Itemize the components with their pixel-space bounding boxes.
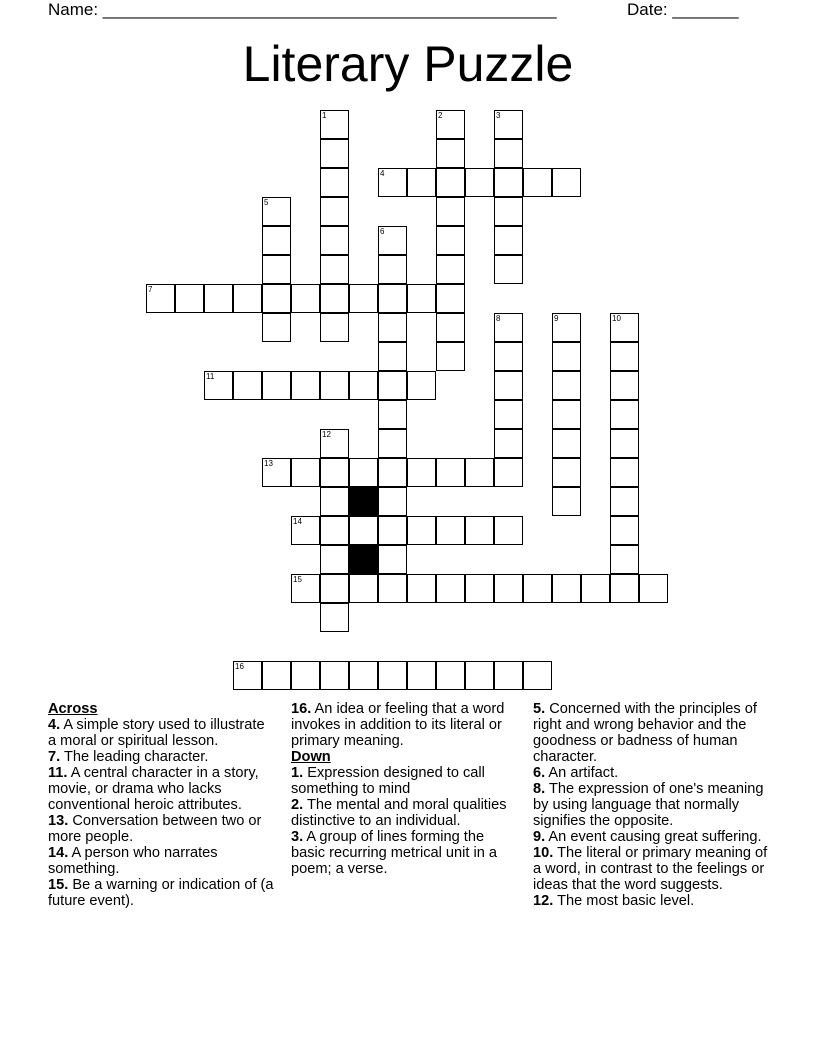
clues-column-2	[291, 701, 521, 877]
grid-cell[interactable]	[378, 342, 407, 371]
grid-cell[interactable]	[262, 226, 291, 255]
grid-cell[interactable]	[378, 168, 407, 197]
clue-text: Concerned with the principles of right and wrong behavior and the goodness or badness of human character.	[533, 701, 757, 765]
clue-across-7	[48, 749, 276, 765]
grid-cell[interactable]	[378, 255, 407, 284]
grid-cell[interactable]	[320, 226, 349, 255]
grid-cell[interactable]	[204, 371, 233, 400]
grid-cell[interactable]	[494, 226, 523, 255]
grid-cell[interactable]	[407, 284, 436, 313]
grid-cell[interactable]	[378, 458, 407, 487]
grid-cell[interactable]	[378, 371, 407, 400]
clue-number: 6.	[533, 765, 546, 781]
cell-number: 2	[438, 111, 443, 120]
clue-text: An idea or feeling that a word invokes in addition to its literal or primary meaning.	[291, 701, 505, 749]
clue-text: Expression designed to call something to mind	[291, 765, 485, 797]
date-field[interactable]: Date: _______	[627, 0, 739, 19]
grid-cell[interactable]	[610, 545, 639, 574]
clue-down-10	[533, 845, 773, 893]
grid-cell[interactable]	[610, 574, 639, 603]
clue-down-1	[291, 765, 521, 797]
grid-cell[interactable]	[436, 458, 465, 487]
grid-cell[interactable]	[320, 458, 349, 487]
clue-across-13	[48, 813, 276, 845]
grid-cell[interactable]	[349, 371, 378, 400]
grid-cell[interactable]	[552, 342, 581, 371]
grid-cell[interactable]	[465, 661, 494, 690]
clue-number: 12.	[533, 893, 554, 909]
grid-cell[interactable]	[552, 168, 581, 197]
clue-number: 11.	[48, 765, 68, 781]
clue-text: An artifact.	[545, 765, 619, 781]
grid-cell[interactable]	[523, 661, 552, 690]
name-field[interactable]: Name: ________________________________________________	[48, 0, 557, 19]
grid-cell[interactable]	[291, 458, 320, 487]
grid-cell[interactable]	[494, 661, 523, 690]
clue-text: An event causing great suffering.	[545, 829, 762, 845]
grid-cell[interactable]	[320, 313, 349, 342]
grid-cell[interactable]	[552, 487, 581, 516]
cell-number: 10	[612, 314, 621, 323]
grid-cell[interactable]	[233, 371, 262, 400]
cell-number: 9	[554, 314, 559, 323]
clue-across-16	[291, 701, 521, 749]
grid-cell[interactable]	[291, 574, 320, 603]
clue-number: 7.	[48, 749, 61, 765]
clue-number: 16.	[291, 701, 312, 717]
grid-cell[interactable]	[320, 603, 349, 632]
grid-cell[interactable]	[436, 197, 465, 226]
grid-cell[interactable]	[233, 661, 262, 690]
grid-cell[interactable]	[436, 342, 465, 371]
grid-cell[interactable]	[494, 371, 523, 400]
grid-cell[interactable]	[204, 284, 233, 313]
clue-down-12	[533, 893, 773, 909]
clue-number: 4.	[48, 717, 61, 733]
cell-number: 15	[293, 575, 302, 584]
grid-cell[interactable]	[610, 371, 639, 400]
grid-cell[interactable]	[349, 284, 378, 313]
grid-cell[interactable]	[610, 487, 639, 516]
clue-text: A group of lines forming the basic recurring metrical unit in a poem; a verse.	[291, 829, 498, 877]
grid-cell[interactable]	[465, 458, 494, 487]
grid-cell[interactable]	[552, 574, 581, 603]
grid-cell[interactable]	[610, 400, 639, 429]
grid-cell[interactable]	[291, 371, 320, 400]
grid-cell[interactable]	[436, 168, 465, 197]
grid-cell[interactable]	[262, 371, 291, 400]
grid-cell[interactable]	[407, 661, 436, 690]
grid-cell[interactable]	[320, 574, 349, 603]
grid-cell[interactable]	[523, 574, 552, 603]
clue-across-4	[48, 717, 276, 749]
grid-cell[interactable]	[146, 284, 175, 313]
clue-number: 5.	[533, 701, 546, 717]
clue-number: 14.	[48, 845, 69, 861]
grid-cell[interactable]	[407, 516, 436, 545]
grid-cell[interactable]	[436, 226, 465, 255]
clue-text: The mental and moral qualities distinctive to an individual.	[291, 797, 507, 829]
grid-cell[interactable]	[320, 255, 349, 284]
grid-cell[interactable]	[494, 168, 523, 197]
grid-cell[interactable]	[407, 574, 436, 603]
clue-number: 9.	[533, 829, 546, 845]
clue-number: 1.	[291, 765, 304, 781]
grid-cell[interactable]	[494, 400, 523, 429]
grid-cell[interactable]	[262, 661, 291, 690]
grid-cell[interactable]	[552, 458, 581, 487]
grid-cell[interactable]	[349, 516, 378, 545]
clue-across-11	[48, 765, 276, 813]
grid-cell[interactable]	[320, 429, 349, 458]
grid-cell[interactable]	[378, 516, 407, 545]
grid-cell[interactable]	[262, 284, 291, 313]
grid-cell[interactable]	[494, 516, 523, 545]
grid-cell[interactable]	[610, 313, 639, 342]
clue-text: A central character in a story, movie, or drama who lacks conventional heroic attributes.	[48, 765, 259, 813]
cell-number: 12	[322, 430, 331, 439]
grid-cell[interactable]	[320, 197, 349, 226]
clue-text: A person who narrates something.	[48, 845, 218, 877]
grid-cell[interactable]	[436, 574, 465, 603]
grid-cell[interactable]	[407, 168, 436, 197]
grid-cell[interactable]	[494, 197, 523, 226]
grid-cell[interactable]	[552, 313, 581, 342]
grid-cell[interactable]	[494, 342, 523, 371]
grid-cell[interactable]	[494, 110, 523, 139]
grid-cell[interactable]	[639, 574, 668, 603]
grid-cell[interactable]	[320, 284, 349, 313]
grid-cell[interactable]	[465, 516, 494, 545]
grid-cell[interactable]	[320, 487, 349, 516]
grid-cell[interactable]	[465, 574, 494, 603]
grid-cell[interactable]	[262, 255, 291, 284]
clue-down-2	[291, 797, 521, 829]
grid-cell[interactable]	[291, 284, 320, 313]
grid-cell[interactable]	[494, 255, 523, 284]
grid-cell[interactable]	[610, 516, 639, 545]
grid-cell[interactable]	[349, 458, 378, 487]
grid-cell[interactable]	[320, 139, 349, 168]
clue-number: 10.	[533, 845, 554, 861]
clue-text: The expression of one's meaning by using language that normally signifies the opposite.	[533, 781, 764, 829]
clue-down-6	[533, 765, 773, 781]
grid-cell[interactable]	[436, 284, 465, 313]
grid-cell[interactable]	[378, 429, 407, 458]
grid-cell[interactable]	[378, 487, 407, 516]
clue-number: 15.	[48, 877, 69, 893]
cell-number: 4	[380, 169, 385, 178]
grid-cell[interactable]	[378, 400, 407, 429]
cell-number: 13	[264, 459, 273, 468]
page-title: Literary Puzzle	[242, 36, 574, 92]
clues-column-1	[48, 701, 276, 909]
cell-number: 1	[322, 111, 327, 120]
grid-cell[interactable]	[494, 458, 523, 487]
clue-text: A simple story used to illustrate a moral or spiritual lesson.	[48, 717, 265, 749]
grid-cell[interactable]	[436, 516, 465, 545]
grid-cell[interactable]	[436, 255, 465, 284]
cell-number: 6	[380, 227, 385, 236]
grid-cell[interactable]	[436, 139, 465, 168]
grid-cell[interactable]	[320, 371, 349, 400]
grid-cell[interactable]	[523, 168, 552, 197]
grid-cell[interactable]	[378, 226, 407, 255]
cell-number: 16	[235, 662, 244, 671]
clue-across-14	[48, 845, 276, 877]
clue-number: 8.	[533, 781, 546, 797]
grid-cell[interactable]	[320, 168, 349, 197]
grid-cell[interactable]	[233, 284, 262, 313]
grid-cell[interactable]	[552, 371, 581, 400]
grid-cell[interactable]	[349, 574, 378, 603]
clue-number: 13.	[48, 813, 69, 829]
grid-cell[interactable]	[262, 313, 291, 342]
grid-cell[interactable]	[378, 574, 407, 603]
grid-cell[interactable]	[349, 661, 378, 690]
grid-cell[interactable]	[407, 371, 436, 400]
cell-number: 8	[496, 314, 501, 323]
grid-cell[interactable]	[407, 458, 436, 487]
cell-number: 5	[264, 198, 269, 207]
grid-cell[interactable]	[465, 168, 494, 197]
cell-number: 11	[206, 372, 215, 381]
black-cell	[349, 545, 378, 574]
clues-column-3	[533, 701, 773, 909]
clue-number: 2.	[291, 797, 304, 813]
black-cell	[349, 487, 378, 516]
grid-cell[interactable]	[320, 110, 349, 139]
grid-cell[interactable]	[378, 545, 407, 574]
grid-cell[interactable]	[378, 661, 407, 690]
grid-cell[interactable]	[175, 284, 204, 313]
clue-text: The most basic level.	[553, 893, 695, 909]
clue-down-9	[533, 829, 773, 845]
grid-cell[interactable]	[494, 139, 523, 168]
grid-cell[interactable]	[494, 574, 523, 603]
clue-down-3	[291, 829, 521, 877]
across-heading: Across	[48, 701, 98, 717]
grid-cell[interactable]	[291, 516, 320, 545]
grid-cell[interactable]	[436, 661, 465, 690]
grid-cell[interactable]	[494, 429, 523, 458]
down-heading: Down	[291, 749, 331, 765]
clue-text: Conversation between two or more people.	[48, 813, 262, 845]
clue-text: The leading character.	[60, 749, 209, 765]
grid-cell[interactable]	[610, 458, 639, 487]
grid-cell[interactable]	[436, 110, 465, 139]
grid-cell[interactable]	[610, 429, 639, 458]
clue-down-8	[533, 781, 773, 829]
cell-number: 7	[148, 285, 153, 294]
grid-cell[interactable]	[320, 516, 349, 545]
grid-cell[interactable]	[494, 313, 523, 342]
cell-number: 3	[496, 111, 501, 120]
grid-cell[interactable]	[291, 661, 320, 690]
clue-text: The literal or primary meaning of a word, in contrast to the feelings or ideas that the word suggests.	[533, 845, 768, 893]
grid-cell[interactable]	[378, 284, 407, 313]
clue-text: Be a warning or indication of (a future event).	[48, 877, 274, 909]
clue-number: 3.	[291, 829, 304, 845]
grid-cell[interactable]	[552, 429, 581, 458]
clue-down-5	[533, 701, 773, 765]
grid-cell[interactable]	[262, 197, 291, 226]
clue-across-15	[48, 877, 276, 909]
grid-cell[interactable]	[610, 342, 639, 371]
grid-cell[interactable]	[378, 313, 407, 342]
grid-cell[interactable]	[552, 400, 581, 429]
grid-cell[interactable]	[320, 661, 349, 690]
grid-cell[interactable]	[581, 574, 610, 603]
grid-cell[interactable]	[262, 458, 291, 487]
grid-cell[interactable]	[436, 313, 465, 342]
grid-cell[interactable]	[320, 545, 349, 574]
cell-number: 14	[293, 517, 302, 526]
